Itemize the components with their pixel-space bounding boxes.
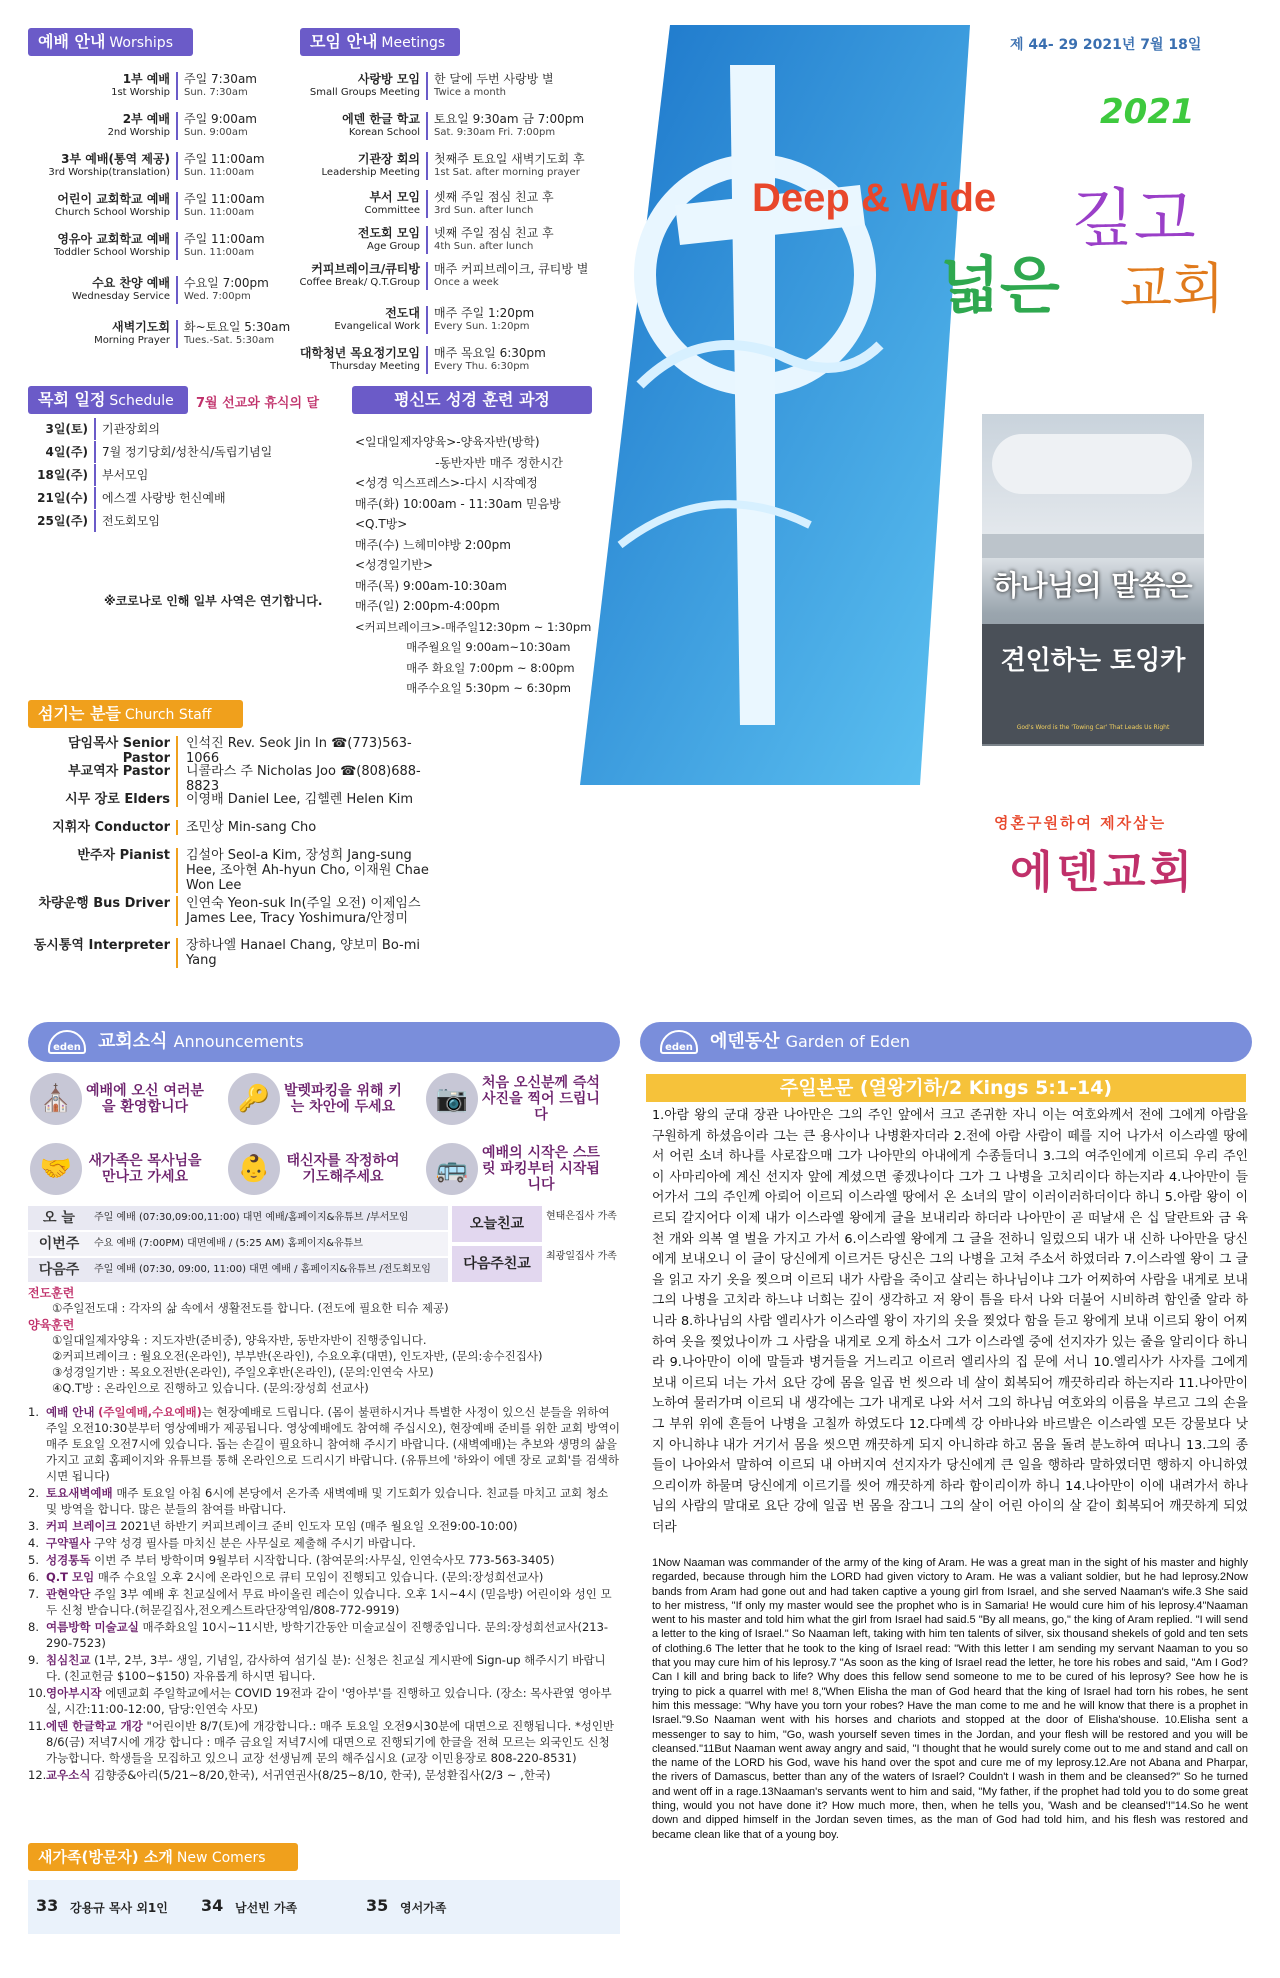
announcement-num: 7. bbox=[28, 1587, 39, 1601]
announcement-num: 12. bbox=[28, 1768, 47, 1782]
announcement-text: 김향중&아리(5/21~8/20,한국), 서귀연권사(8/25~8/10, 한국), 문성환집사(2/3 ~ ,한국) bbox=[94, 1768, 551, 1782]
meeting-row bbox=[290, 152, 608, 180]
staff-name: 인석진 Rev. Seok Jin In ☎(773)563-1066 bbox=[186, 736, 412, 766]
announcement-text: (1부, 2부, 3부- 생일, 기념일, 감사하여 섬기실 분): 신청은 친교실 게시판에 Sign-up 해주시기 바랍니다. (친교헌금 $100~$150) 자유롭게 하시면 됩니다. bbox=[46, 1653, 606, 1683]
meeting-label bbox=[290, 262, 428, 290]
worship-time-kr: 수요일 7:00pm bbox=[184, 276, 269, 290]
announcement-card-text: 새가족은 목사님을 만나고 가세요 bbox=[88, 1153, 202, 1185]
staff-role: 부교역자 Pastor bbox=[28, 764, 178, 794]
newcomer-num: 35 bbox=[366, 1896, 389, 1915]
meeting-row bbox=[290, 112, 608, 140]
meeting-row bbox=[290, 190, 608, 218]
weekly-label: 오 늘 bbox=[43, 1210, 75, 1226]
meeting-name-en: Leadership Meeting bbox=[321, 167, 420, 178]
meeting-name: 대학청년 목요정기모임 bbox=[299, 346, 420, 360]
masthead-kor1: 깊고 bbox=[1072, 183, 1196, 257]
meeting-name: 전도대 bbox=[385, 306, 420, 320]
staff-row bbox=[28, 938, 438, 968]
schedule-event: 기관장회의 bbox=[102, 422, 160, 436]
worship-row bbox=[28, 232, 298, 260]
announcement-text: 주일 3부 예배 후 친교실에서 무료 바이올린 레슨이 있습니다. 오후 1시~4시 (믿음방) 어린이와 성인 모두 신청 받습니다.(허문길집사,전오케스트라단장역임/808-772-9919) bbox=[46, 1587, 612, 1617]
worship-time-kr: 주일 11:00am bbox=[184, 232, 265, 246]
church-slogan: 영혼구원하여 제자삼는 bbox=[994, 814, 1167, 832]
worship-label bbox=[28, 192, 178, 220]
training-header: 평신도 성경 훈련 과정 bbox=[352, 386, 592, 414]
book-subtitle: God's Word is the 'Towing Car' That Leads Us Right bbox=[1016, 724, 1170, 731]
announcement-num: 8. bbox=[28, 1620, 39, 1634]
worship-label bbox=[28, 276, 178, 304]
meeting-time bbox=[428, 190, 608, 218]
newcomer-name: 강용규 목사 외1인 bbox=[70, 1901, 168, 1915]
meeting-time-en: Sat. 9:30am Fri. 7:00pm bbox=[434, 127, 556, 138]
announcement-card bbox=[30, 1066, 208, 1132]
schedule-date: 4일(주) bbox=[28, 441, 96, 463]
evang-title: 전도훈련 bbox=[28, 1286, 75, 1300]
announcement-text: 2021년 하반기 커피브레이크 준비 인도자 모임 (매주 월요일 오전9:00-10:00) bbox=[120, 1519, 518, 1533]
schedule-row bbox=[28, 487, 226, 509]
announcement-card-text: 예배에 오신 여러분을 환영합니다 bbox=[86, 1083, 204, 1115]
meeting-time-en: Once a week bbox=[434, 277, 499, 288]
worship-name: 3부 예배(통역 제공) bbox=[61, 152, 170, 166]
staff-name: 니콜라스 주 Nicholas Joo ☎(808)688-8823 bbox=[186, 764, 421, 794]
nurture-item: ②커피브레이크 : 월요오전(온라인), 부부반(온라인), 수요오후(대면), 인도자반, (문의:송수진집사) bbox=[52, 1349, 543, 1363]
church-icon: ⛪ bbox=[30, 1073, 82, 1125]
announcement-num: 3. bbox=[28, 1519, 39, 1533]
worship-time-en: Sun. 11:00am bbox=[184, 167, 255, 178]
staff-row bbox=[28, 896, 438, 926]
staff-row bbox=[28, 764, 438, 794]
meeting-label bbox=[290, 346, 428, 374]
evang-text: ①주일전도대 : 각자의 삶 속에서 생활전도를 합니다. (전도에 필요한 티슈 제공) bbox=[52, 1301, 449, 1315]
worship-time-en: Sun. 11:00am bbox=[184, 247, 255, 258]
weekly-row bbox=[28, 1258, 448, 1282]
fellowship-row bbox=[452, 1206, 620, 1242]
meeting-time-en: Every Thu. 6:30pm bbox=[434, 361, 530, 372]
key-icon: 🔑 bbox=[228, 1073, 280, 1125]
masthead-kor2: 넓은 bbox=[940, 249, 1060, 322]
meeting-time bbox=[428, 72, 608, 100]
announcement-text: 매주화요일 10시~11시반, 방학기간동안 미술교실이 진행중입니다. 문의:장성희선교사(213-290-7523) bbox=[46, 1620, 609, 1650]
worship-name-en: 1st Worship bbox=[111, 87, 170, 98]
announcement-text: 매주 토요일 아침 6시에 본당에서 온가족 새벽예배 및 기도회가 있습니다. 친교를 마치고 교회 청소 및 방역을 합니다. 많은 분들의 참여를 바랍니다. bbox=[46, 1486, 609, 1516]
training-line: <일대일제자양육>-양육자반(방학) bbox=[355, 435, 540, 449]
schedule-row bbox=[28, 441, 272, 463]
announcement-text: 는 현장예배로 드립니다. (몸이 불편하시거나 특별한 사정이 있으신 분들을 위하여 주일 오전10:30분부터 영상예배가 제공됩니다. 영상예배에도 참여해 주십시오), 현장예배 준비를 위한 교회 방역이 매주 토요일 오전7시에 있습니다. 돕는 손길이 필요하니 참여해 주시기 바랍니다. (새벽예배)는 추보와 생명의 삶을 가지고 교회 홈페이지와 유튜브를 통해 온라인으로 드리시기 바랍니다. (유튜브에 '하와이 에덴 장로 교회'를 검색하시면 됩니다) bbox=[46, 1405, 620, 1483]
schedule-row bbox=[28, 464, 148, 486]
staff-row bbox=[28, 848, 438, 893]
weekly-text: 주일 예배 (07:30, 09:00, 11:00) 대면 예배 / 홈페이지&유튜브 /전도회모임 bbox=[94, 1264, 431, 1275]
announcement-text: "어린이반 8/7(토)에 개강합니다.: 매주 토요일 오전9시30분에 대면으로 진행됩니다. *성인반 8/6(금) 저녁7시에 개강 합니다 : 매주 금요일 저녁7시에 대면으로 진행되기에 한글을 전혀 모르는 외국인도 신청 가능합니다. 학생들을 모집하고 있으니 교장 선생님께 문의 해주십시요 (교장 이민용장로 808-220-8531) bbox=[46, 1719, 615, 1765]
announcement-card bbox=[426, 1136, 604, 1202]
staff-name: 조민상 Min-sang Cho bbox=[186, 820, 317, 835]
training-line: <Q.T방> bbox=[355, 517, 408, 531]
eden-logo-small-2: eden bbox=[660, 1030, 698, 1054]
schedule-date: 3일(토) bbox=[28, 418, 96, 440]
meeting-time bbox=[428, 226, 608, 254]
announcement-item bbox=[28, 1685, 620, 1717]
announcement-num: 11. bbox=[28, 1719, 47, 1733]
announcement-body bbox=[46, 1685, 620, 1717]
announcement-item bbox=[28, 1535, 620, 1551]
announcement-heading: Q.T 모임 bbox=[46, 1570, 95, 1584]
meeting-time-kr: 셋째 주일 점심 친교 후 bbox=[434, 190, 554, 204]
meeting-time-en: 4th Sun. after lunch bbox=[434, 241, 534, 252]
meeting-row bbox=[290, 262, 608, 290]
meeting-name-en: Small Groups Meeting bbox=[309, 87, 420, 98]
meeting-time bbox=[428, 306, 608, 334]
worship-time bbox=[178, 152, 298, 180]
worship-name-en: 2nd Worship bbox=[107, 127, 170, 138]
worship-name: 새벽기도회 bbox=[112, 320, 170, 334]
weekly-row bbox=[28, 1206, 448, 1230]
announcement-heading: 에덴 한글학교 개강 bbox=[46, 1719, 143, 1733]
worship-time-kr: 주일 7:30am bbox=[184, 72, 257, 86]
church-email[interactable]: hawaiiedenchurch@gmail.com bbox=[826, 930, 1135, 948]
nurture-title: 양육훈련 bbox=[28, 1318, 75, 1332]
fellowship-label: 다음주친교 bbox=[452, 1246, 542, 1282]
schedule-event: 전도회모임 bbox=[102, 514, 160, 528]
announcement-heading: 예배 안내 bbox=[46, 1405, 95, 1419]
worship-row bbox=[28, 192, 298, 220]
meeting-label bbox=[290, 152, 428, 180]
masthead-kor3: 교회 bbox=[1120, 257, 1225, 320]
announcement-body bbox=[46, 1619, 620, 1651]
meeting-time-en: Every Sun. 1:20pm bbox=[434, 321, 530, 332]
meeting-name-en: Committee bbox=[364, 205, 420, 216]
staff-role: 반주자 Pianist bbox=[28, 848, 178, 893]
meeting-name-en: Thursday Meeting bbox=[330, 361, 420, 372]
worship-time-en: Wed. 7:00pm bbox=[184, 291, 251, 302]
announcement-num: 9. bbox=[28, 1653, 39, 1667]
meeting-name: 기관장 회의 bbox=[357, 152, 420, 166]
announcement-num: 5. bbox=[28, 1553, 39, 1567]
meeting-name: 전도회 모임 bbox=[357, 226, 420, 240]
training-line: <성경일기반> bbox=[355, 558, 434, 572]
meeting-row bbox=[290, 346, 608, 374]
announcement-body bbox=[46, 1718, 620, 1766]
church-name: 에덴교회 bbox=[1010, 847, 1197, 898]
announcement-heading: 성경통독 bbox=[46, 1553, 91, 1567]
announcement-num: 6. bbox=[28, 1570, 39, 1584]
meeting-label bbox=[290, 72, 428, 100]
meeting-time-kr: 매주 커피브레이크, 큐티방 별 bbox=[434, 262, 589, 276]
meeting-name-en: Korean School bbox=[348, 127, 420, 138]
announcement-item bbox=[28, 1718, 620, 1766]
masthead-deep-wide: Deep & Wide bbox=[752, 176, 997, 220]
training-line: 매주(화) 10:00am - 11:30am 믿음방 bbox=[355, 496, 561, 511]
newcomer-name: 영서가족 bbox=[400, 1901, 447, 1915]
announcement-num: 4. bbox=[28, 1536, 39, 1550]
announcement-card-text: 발렛파킹을 위해 키는 차안에 두세요 bbox=[284, 1083, 402, 1115]
fellowship-name: 최광일집사 가족 bbox=[546, 1251, 617, 1262]
announcement-highlight: (주일예배,수요예배) bbox=[98, 1405, 202, 1419]
book-cover bbox=[982, 414, 1204, 746]
year-label: 2021 bbox=[1100, 92, 1195, 132]
announcement-heading: 관현악단 bbox=[46, 1587, 91, 1601]
meeting-time bbox=[428, 262, 608, 290]
announcement-body bbox=[46, 1552, 554, 1568]
announcement-item bbox=[28, 1552, 620, 1568]
schedule-header: 목회 일정 Schedule bbox=[28, 386, 188, 414]
worship-time-kr: 화~토요일 5:30am bbox=[184, 320, 291, 334]
scripture-korean: 1.아람 왕의 군대 장관 나아만은 그의 주인 앞에서 크고 존귀한 자니 이는 여호와께서 전에 그에게 아람을 구원하게 하셨음이라 그는 큰 용사이나 나병환자더라 2.전에 아람 사람이 떼를 지어 나가서 이스라엘 땅에서 어린 소녀 하나를 사로잡으매 그가 나아만의 아내에게 수종들더니 3.그의 여주인에게 이르되 우리 주인이 사마리아에 계신 선지자 앞에 계셨으면 좋겠나이다 그가 그 나병을 고치리이다 하는지라 4.나아만이 들어가서 그의 주인께 아뢰어 이르되 이스라엘 땅에서 온 소녀의 말이 이러이러하더이다 하니 5.아람 왕이 이르되 갈지어다 이제 내가 이스라엘 왕에게 글을 보내리라 하더라 나아만이 곧 떠날새 은 십 달란트와 금 육천 개와 의복 열 벌을 가지고 가서 6.이스라엘 왕에게 그 글을 전하니 일렀으되 내가 내 신하 나아만을 당신에게 보내오니 이 글이 당신에게 이르거든 당신은 그의 나병을 고쳐 주소서 하였더라 7.이스라엘 왕이 그 글을 읽고 자기 옷을 찢으며 이르되 내가 사람을 죽이고 살리는 하나님이냐 그가 어찌하여 사람을 내게로 보내 그의 나병을 고치라 하느냐 너희는 깊이 생각하고 저 왕이 틈을 타서 나와 더불어 시비하려 함인줄 알라 하니라 8.하나님의 사람 엘리사가 이스라엘 왕이 자기의 옷을 찢었다 함을 듣고 왕에게 보내 이르되 왕이 어찌하여 옷을 찢었나이까 그 사람을 내게로 오게 하소서 그가 이스라엘 중에 선지자가 있는 줄을 알리이다 하니라 9.나아만이 이에 말들과 병거들을 거느리고 이르러 엘리사의 집 문에 서니 10.엘리사가 사자를 그에게 보내 이르되 너는 가서 요단 강에 몸을 일곱 번 씻으라 네 살이 회복되어 깨끗하리라 하는지라 11.나아만이 노하여 물러가며 이르되 내 생각에는 그가 내게로 나와 서서 그의 하나님 여호와의 이름을 부르고 그의 손을 그 부위 위에 흔들어 나병을 고칠까 하였도다 12.다메섹 강 아바나와 바르발은 이스라엘 모든 강물보다 낫지 아니하냐 내가 거기서 몸을 씻으면 깨끗하게 되지 아니하랴 하고 몸을 돌려 분노하여 떠나니 13.그의 종들이 나아와서 말하여 이르되 내 아버지여 선지자가 당신에게 큰 일을 행하라 말하였더면 행하지 아니하였으리이까 하물며 당신에게 이르기를 씻어 깨끗하게 하라 함이리이까 하니 14.나아만이 이에 내려가서 하나님의 사람의 말대로 요단 강에 일곱 번 몸을 잠그니 그의 살이 어린 아이의 살 같이 회복되어 깨끗하게 되었더라 bbox=[652, 1108, 1248, 1535]
training-line: 매주수요일 5:30pm ~ 6:30pm bbox=[355, 681, 571, 695]
worship-label bbox=[28, 320, 178, 348]
baby-icon: 👶 bbox=[228, 1143, 280, 1195]
meeting-label bbox=[290, 226, 428, 254]
fellowship-row bbox=[452, 1246, 620, 1282]
staff-header: 섬기는 분들 Church Staff bbox=[28, 700, 243, 728]
announcement-text: 매주 수요일 오후 2시에 온라인으로 큐티 모임이 진행되고 있습니다. (문의:장성희선교사) bbox=[97, 1570, 544, 1584]
worship-name-en: Toddler School Worship bbox=[53, 247, 170, 258]
newcomers-header: 새가족(방문자) 소개 New Comers bbox=[28, 1843, 298, 1871]
meeting-label bbox=[290, 306, 428, 334]
worship-time-en: Tues.-Sat. 5:30am bbox=[184, 335, 275, 346]
announcement-card bbox=[426, 1066, 604, 1132]
worship-time-en: Sun. 11:00am bbox=[184, 207, 255, 218]
announcement-card-text: 처음 오신분께 즉석사진을 찍어 드립니다 bbox=[482, 1075, 600, 1123]
announcement-item bbox=[28, 1569, 620, 1585]
staff-name: 김설아 Seol-a Kim, 장성희 Jang-sung Hee, 조아현 Ah-hyun Cho, 이재원 Chae Won Lee bbox=[186, 848, 429, 893]
announcement-card bbox=[228, 1066, 406, 1132]
meeting-time-kr: 매주 목요일 6:30pm bbox=[434, 346, 546, 360]
meeting-label bbox=[290, 112, 428, 140]
staff-name: 장하나엘 Hanael Chang, 양보미 Bo-mi Yang bbox=[186, 938, 420, 968]
announcement-text: 에덴교회 주일학교에서는 COVID 19전과 같이 '영아부'를 진행하고 있습니다. (장소: 목사관옆 영아부실, 시간:11:00-12:00, 담당:인연숙 사모) bbox=[46, 1686, 612, 1716]
training-line: 매주(일) 2:00pm-4:00pm bbox=[355, 599, 500, 613]
worship-time-en: Sun. 7:30am bbox=[184, 87, 248, 98]
announcement-body bbox=[46, 1485, 620, 1517]
camera-icon: 📷 bbox=[426, 1073, 478, 1125]
weekly-label: 다음주 bbox=[38, 1262, 80, 1278]
meeting-name: 커피브레이크/큐티방 bbox=[311, 262, 420, 276]
worship-time bbox=[178, 112, 298, 140]
announcement-heading: 침심친교 bbox=[46, 1653, 91, 1667]
worship-name: 2부 예배 bbox=[122, 112, 170, 126]
announcement-body bbox=[46, 1404, 620, 1484]
worship-label bbox=[28, 72, 178, 100]
meeting-time bbox=[428, 112, 608, 140]
announcement-heading: 교우소식 bbox=[46, 1768, 91, 1782]
worship-row bbox=[28, 276, 298, 304]
fellowship-label: 오늘친교 bbox=[452, 1206, 542, 1242]
worship-row bbox=[28, 320, 298, 348]
worship-time bbox=[178, 320, 298, 348]
worship-name: 영유아 교회학교 예배 bbox=[57, 232, 170, 246]
meeting-name: 부서 모임 bbox=[369, 190, 420, 204]
schedule-row bbox=[28, 510, 160, 532]
meeting-time-kr: 넷째 주일 점심 친교 후 bbox=[434, 226, 554, 240]
worship-time-kr: 주일 9:00am bbox=[184, 112, 257, 126]
schedule-row bbox=[28, 418, 160, 440]
issue-line: 제 44- 29 2021년 7월 18일 bbox=[1010, 37, 1202, 53]
training-line: 매주월요일 9:00am~10:30am bbox=[355, 640, 571, 654]
schedule-date: 21일(수) bbox=[28, 487, 96, 509]
meeting-time-en: 3rd Sun. after lunch bbox=[434, 205, 534, 216]
worship-name: 어린이 교회학교 예배 bbox=[57, 192, 170, 206]
worship-name-en: 3rd Worship(translation) bbox=[48, 167, 170, 178]
schedule-event: 부서모임 bbox=[102, 468, 149, 482]
meeting-time-en: Twice a month bbox=[434, 87, 507, 98]
meeting-name-en: Age Group bbox=[367, 241, 420, 252]
announcement-text: 구약 성경 필사를 마치신 분은 사무실로 제출해 주시기 바랍니다. bbox=[94, 1536, 416, 1550]
garden-header: eden 에덴동산 Garden of Eden bbox=[640, 1022, 1252, 1062]
book-title-1: 하나님의 말씀은 bbox=[993, 569, 1193, 602]
handshake-icon: 🤝 bbox=[30, 1143, 82, 1195]
weekly-text: 주일 예배 (07:30,09:00,11:00) 대면 예배/홈페이지&유튜브 /부서모임 bbox=[94, 1212, 409, 1223]
schedule-event: 에스겔 사랑방 헌신예배 bbox=[102, 491, 226, 505]
worship-time-kr: 주일 11:00am bbox=[184, 192, 265, 206]
meeting-time-kr: 토요일 9:30am 금 7:00pm bbox=[434, 112, 585, 126]
announcement-body bbox=[46, 1569, 543, 1585]
meeting-time bbox=[428, 152, 608, 180]
announcement-body bbox=[46, 1535, 416, 1551]
announcement-num: 1. bbox=[28, 1405, 39, 1419]
worship-name-en: Church School Worship bbox=[54, 207, 170, 218]
announcement-body bbox=[46, 1518, 518, 1534]
announcement-heading: 구약필사 bbox=[46, 1536, 91, 1550]
announcement-num: 2. bbox=[28, 1486, 39, 1500]
meeting-time-kr: 첫째주 토요일 새벽기도회 후 bbox=[434, 152, 585, 166]
meeting-row bbox=[290, 306, 608, 334]
church-web[interactable]: www.hawaiiedenchurch.org bbox=[826, 948, 1133, 966]
worship-row bbox=[28, 72, 298, 100]
bus-icon: 🚌 bbox=[426, 1143, 478, 1195]
worship-time bbox=[178, 276, 298, 304]
nurture-item: ③성경일기반 : 목요오전반(온라인), 주일오후반(온라인), (문의:인연숙 사모) bbox=[52, 1365, 434, 1379]
worship-time-kr: 주일 11:00am bbox=[184, 152, 265, 166]
announcements-header: eden 교회소식 Announcements bbox=[28, 1022, 620, 1062]
announcement-heading: 커피 브레이크 bbox=[46, 1519, 117, 1533]
worship-time-en: Sun. 9:00am bbox=[184, 127, 248, 138]
meeting-row bbox=[290, 72, 608, 100]
announcement-num: 10. bbox=[28, 1686, 47, 1700]
announcement-card bbox=[30, 1136, 208, 1202]
worship-name-en: Wednesday Service bbox=[71, 291, 170, 302]
schedule-note: 7월 선교와 휴식의 달 bbox=[196, 396, 320, 411]
scripture-english: 1Now Naaman was commander of the army of the king of Aram. He was a great man in the sight of his master and highly regarded, because through him the LORD had given victory to Aram. He was a valiant soldier, but he had leprosy.2Now bands from Aram had gone out and had taken captive a young girl from Israel, and she served Naaman's wife.3 She said to her mistress, "If only my master would see the prophet who is in Samaria! He would cure him of his leprosy.4"Naaman went to his master and told him what the girl from Israel had said.5 "By all means, go," the king of Aram replied. "I will send a letter to the king of Israel." So Naaman left, taking with him ten talents of silver, six thousand shekels of gold and ten sets of clothing.6 The letter that he took to the king of Israel read: "With this letter I am sending my servant Naaman to you so that you may cure him of his leprosy.7 "As soon as the king of Israel read the letter, he tore his robes and said, "Am I God? Can I kill and bring back to life? Why does this fellow send someone to me to be cured of his leprosy? See how he is trying to pick a quarrel with me! 8,"When Elisha the man of God heard that the king of Israel had torn his robes, he sent him this message: "Why have you torn your robes? Have the man come to me and he will know that there is a prophet in Israel."9.So Naaman went with his horses and chariots and stopped at the door of Elisha'shouse. 10.Elisha sent a messenger to say to him, "Go, wash yourself seven times in the Jordan, and your flesh will be restored and you will be cleansed."11But Naaman went away angry and said, "I thought that he would surely come out to me and stand and call on the name of the LORD his God, wave his hand over the spot and cure me of my leprosy.12.Are not Abana and Pharpar, the rivers of Damascus, better than any of the waters of Israel? Couldn't I wash in them and be cleansed?" So he turned and went off in a rage.13Naaman's servants went to him and said, "My father, if the prophet had told you to do some great thing, would you not have done it? How much more, then, when he tells you, 'Wash and be cleansed'!"14.So he went down and dipped himself in the Jordan seven times, as the man of God had told him, and his flesh was restored and became clean like that of a young boy. bbox=[652, 1557, 1248, 1841]
worship-name: 수요 찬양 예배 bbox=[92, 276, 170, 290]
staff-role: 차량운행 Bus Driver bbox=[28, 896, 178, 926]
training-line: 매주(목) 9:00am-10:30am bbox=[355, 578, 507, 593]
meeting-name: 에덴 한글 학교 bbox=[342, 112, 420, 126]
meeting-time-kr: 한 달에 두번 사랑방 별 bbox=[434, 72, 554, 86]
meeting-row bbox=[290, 226, 608, 254]
announcement-card bbox=[228, 1136, 406, 1202]
training-line: <커피브레이크>-매주일12:30pm ~ 1:30pm bbox=[355, 619, 592, 634]
worship-name-en: Morning Prayer bbox=[94, 335, 170, 346]
announcement-list bbox=[28, 1404, 620, 1784]
announcement-item bbox=[28, 1586, 620, 1618]
training-line: 매주 화요일 7:00pm ~ 8:00pm bbox=[355, 660, 575, 675]
worship-label bbox=[28, 112, 178, 140]
announcement-heading: 토요새벽예배 bbox=[46, 1486, 113, 1500]
announcement-item bbox=[28, 1518, 620, 1534]
announcement-item bbox=[28, 1767, 620, 1783]
staff-role: 시무 장로 Elders bbox=[28, 792, 178, 807]
church-address: 1053 6th Ave., Honolulu, HI 96816 bbox=[826, 912, 1117, 930]
announcement-card-text: 예배의 시작은 스트릿 파킹부터 시작됩니다 bbox=[482, 1145, 600, 1193]
worship-time bbox=[178, 72, 298, 100]
worship-row bbox=[28, 112, 298, 140]
newcomer-num: 33 bbox=[36, 1896, 59, 1915]
announcement-item bbox=[28, 1619, 620, 1651]
announcement-heading: 영아부시작 bbox=[46, 1686, 102, 1700]
training-line: 매주(수) 느헤미야방 2:00pm bbox=[355, 537, 511, 552]
meeting-name-en: Coffee Break/ Q.T.Group bbox=[299, 277, 420, 288]
newcomer-num: 34 bbox=[201, 1896, 224, 1915]
announcement-text: 이번 주 부터 방학이며 9월부터 시작합니다. (참여문의:사무실, 인연숙사모 773-563-3405) bbox=[94, 1553, 555, 1567]
announcement-heading: 여름방학 미술교실 bbox=[46, 1620, 139, 1634]
announcement-body bbox=[46, 1767, 551, 1783]
newcomer-name: 남선빈 가족 bbox=[235, 1901, 298, 1915]
meeting-name: 사랑방 모임 bbox=[357, 72, 420, 86]
worship-label bbox=[28, 232, 178, 260]
worship-name: 1부 예배 bbox=[122, 72, 170, 86]
worship-label bbox=[28, 152, 178, 180]
announcement-card-text: 태신자를 작정하여 기도해주세요 bbox=[286, 1153, 400, 1185]
announcement-item bbox=[28, 1485, 620, 1517]
book-title-2: 견인하는 토잉카 bbox=[1000, 646, 1186, 676]
church-phone: ( 8 0 8 ) 7 3 9 - 1 0 0 4 bbox=[826, 894, 1063, 912]
nurture-item: ④Q.T방 : 온라인으로 진행하고 있습니다. (문의:장성희 선교사) bbox=[52, 1381, 369, 1395]
meeting-time-en: 1st Sat. after morning prayer bbox=[434, 167, 580, 178]
staff-row bbox=[28, 820, 438, 835]
staff-row bbox=[28, 792, 438, 807]
staff-name: 인연숙 Yeon-suk In(주일 오전) 이제임스 James Lee, Tracy Yoshimura/안정미 bbox=[186, 896, 421, 926]
worship-header: 예배 안내 Worships bbox=[28, 28, 193, 56]
staff-role: 담임목사 Senior Pastor bbox=[28, 736, 178, 766]
nurture-item: ①일대일제자양육 : 지도자반(준비중), 양육자반, 동반자반이 진행중입니다. bbox=[52, 1333, 427, 1347]
meeting-time-kr: 매주 주일 1:20pm bbox=[434, 306, 535, 320]
weekly-text: 수요 예배 (7:00PM) 대면예배 / (5:25 AM) 홈페이지&유튜브 bbox=[94, 1238, 363, 1249]
weekly-label: 이번주 bbox=[38, 1236, 80, 1252]
meeting-label bbox=[290, 190, 428, 218]
staff-row bbox=[28, 736, 438, 766]
announcement-item bbox=[28, 1652, 620, 1684]
fellowship-name: 현태은집사 가족 bbox=[546, 1211, 617, 1222]
announcement-item bbox=[28, 1404, 620, 1484]
meetings-header: 모임 안내 Meetings bbox=[300, 28, 460, 56]
weekly-row bbox=[28, 1232, 448, 1256]
training-line: <성경 익스프레스>-다시 시작예정 bbox=[355, 476, 538, 490]
covid-note: ※코로나로 인해 일부 사역은 연기합니다. bbox=[104, 594, 323, 608]
staff-role: 동시통역 Interpreter bbox=[28, 938, 178, 968]
worship-time bbox=[178, 232, 298, 260]
schedule-event: 7월 정기당회/성찬식/독립기념일 bbox=[102, 445, 273, 459]
announcement-body bbox=[46, 1652, 620, 1684]
worship-row bbox=[28, 152, 298, 180]
cross-artwork bbox=[580, 25, 970, 785]
schedule-date: 18일(주) bbox=[28, 464, 96, 486]
staff-name: 이영배 Daniel Lee, 김헬렌 Helen Kim bbox=[186, 792, 414, 807]
passage-title: 주일본문 (열왕기하/2 Kings 5:1-14) bbox=[646, 1074, 1246, 1102]
schedule-date: 25일(주) bbox=[28, 510, 96, 532]
meeting-name-en: Evangelical Work bbox=[334, 321, 420, 332]
eden-logo: eden bbox=[686, 900, 796, 980]
training-line: -동반자반 매주 정한시간 bbox=[355, 455, 563, 470]
worship-time bbox=[178, 192, 298, 220]
announcement-body bbox=[46, 1586, 620, 1618]
eden-logo-small: eden bbox=[48, 1030, 86, 1054]
meeting-time bbox=[428, 346, 608, 374]
staff-role: 지휘자 Conductor bbox=[28, 820, 178, 835]
